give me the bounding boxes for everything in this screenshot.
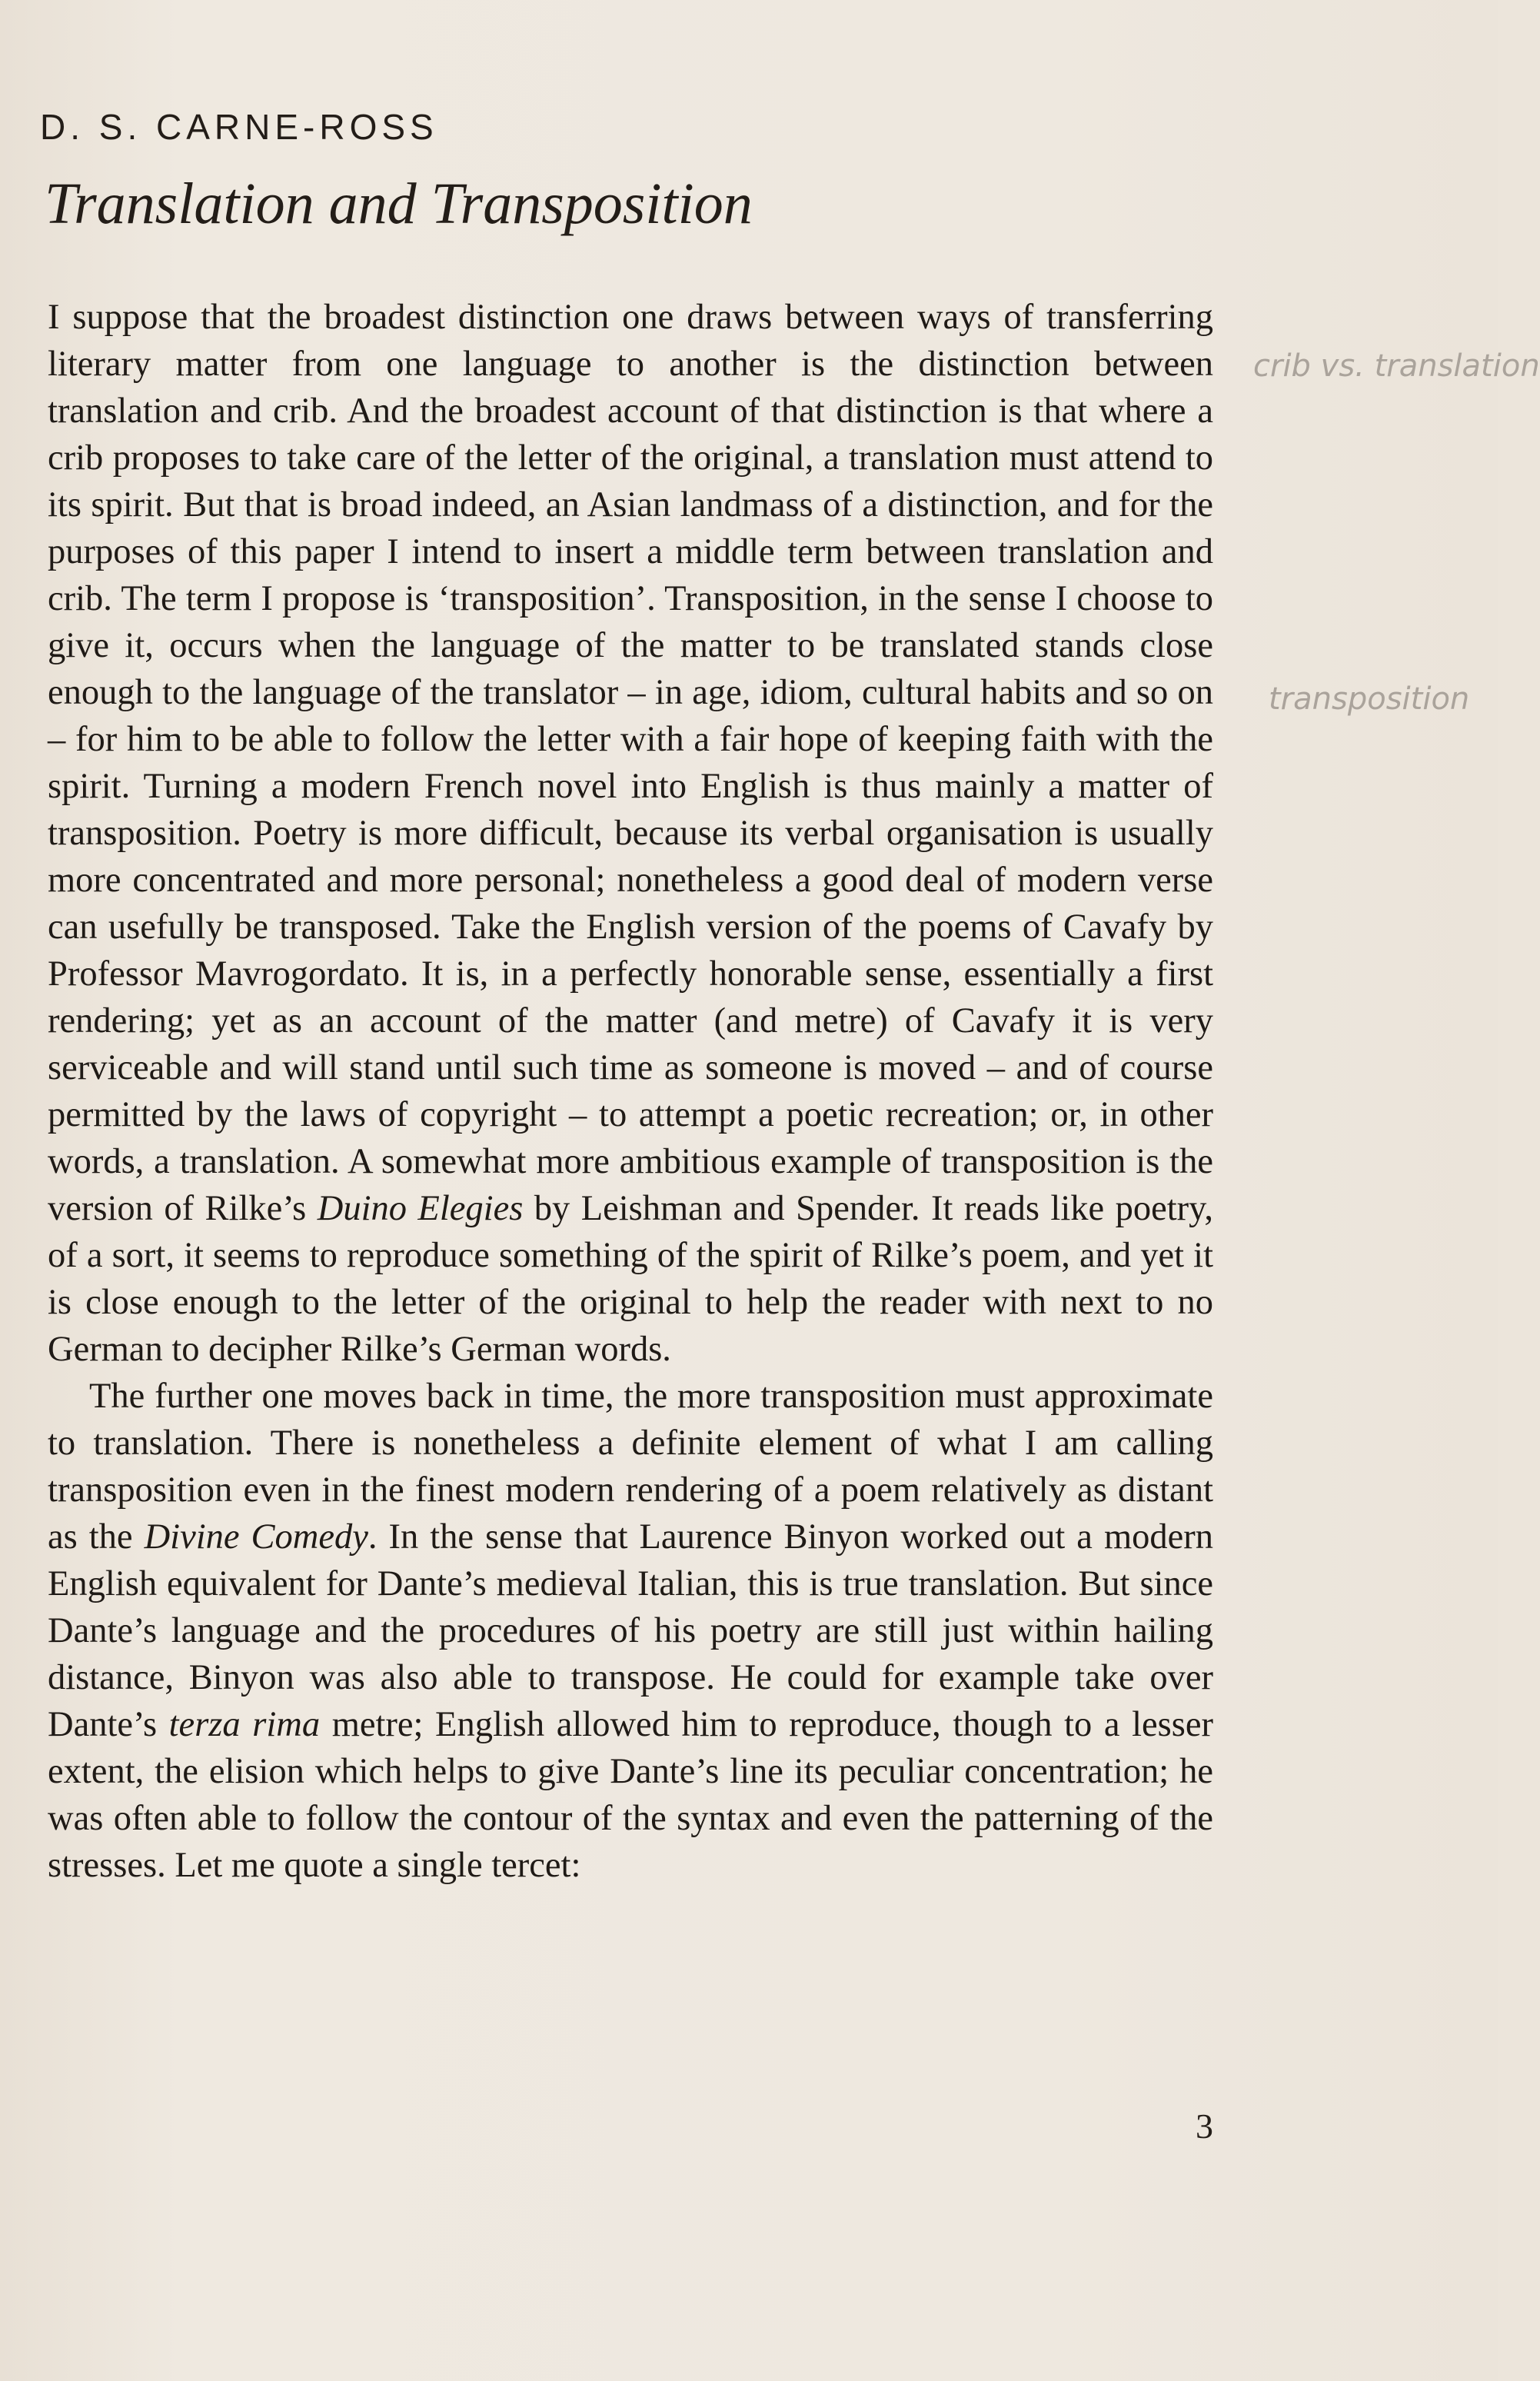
body-text: [48, 294, 1213, 1889]
page-number: 3: [1196, 2106, 1213, 2146]
text-run: metre; English allowed him to reproduce, though to a lesser extent, the elision which helps to give Dante’s line its peculiar concentration; he was often able to follow the contour of the syntax and even the patterning of the stresses. Let me quote a single tercet:: [48, 1705, 1213, 1885]
paragraph-1: [48, 294, 1213, 1373]
italic-term: terza rima: [168, 1705, 321, 1744]
italic-title: Divine Comedy: [144, 1517, 368, 1557]
handwritten-margin-note: transposition: [1269, 681, 1470, 717]
handwritten-margin-note: crib vs. translation: [1253, 348, 1540, 384]
paragraph-2: [48, 1373, 1213, 1889]
text-run: I suppose that the broadest distinction one draws between ways of transferring literary matter from one language to another is the distinction between translation and crib. And the broadest account of that distinction is that where a crib proposes to take care of the letter of the original, a translation must attend to its spirit. But that is broad indeed, an Asian landmass of a distinction, and for the purposes of this paper I intend to insert a middle term between translation and crib. The term I propose is ‘transposition’. Transposition, in the sense I choose to give it, occurs when the language of the matter to be translated stands close enough to the language of the translator – in age, idiom, cultural habits and so on – for him to be able to follow the letter with a fair hope of keeping faith with the spirit. Turning a modern French novel into English is thus mainly a matter of transposition. Poetry is more difficult, because its verbal organisation is usually more concentrated and more personal; nonetheless a good deal of modern verse can usefully be transposed. Take the English version of the poems of Cavafy by Professor Mavrogordato. It is, in a perfectly honorable sense, essentially a first rendering; yet as an account of the matter (and metre) of Cavafy it is very serviceable and will stand until such time as someone is moved – and of course permitted by the laws of copyright – to attempt a poetic recreation; or, in other words, a translation. A somewhat more ambitious example of transposition is the version of Rilke’s: [48, 298, 1213, 1228]
author-name: D. S. CARNE-ROSS: [40, 107, 438, 147]
text-run: . In the sense that Laurence Binyon worked out a modern English equivalent for Dante’s medieval Italian, this is true translation. But since Dante’s language and the procedures of his poetry are still just within hailing distance, Binyon was also able to transpose. He could for example take over Dante’s: [48, 1517, 1213, 1744]
chapter-title: Translation and Transposition: [45, 171, 753, 236]
text-run: by Leishman and Spender. It reads like poetry, of a sort, it seems to reproduce something of the spirit of Rilke’s poem, and yet it is close enough to the letter of the original to help the reader with next to no German to decipher Rilke’s German words.: [48, 1189, 1213, 1369]
text-run: The further one moves back in time, the more transposition must approximate to translation. There is nonetheless a definite element of what I am calling transposition even in the finest modern rendering of a poem relatively as distant as the: [48, 1377, 1213, 1557]
italic-title: Duino Elegies: [317, 1189, 524, 1228]
